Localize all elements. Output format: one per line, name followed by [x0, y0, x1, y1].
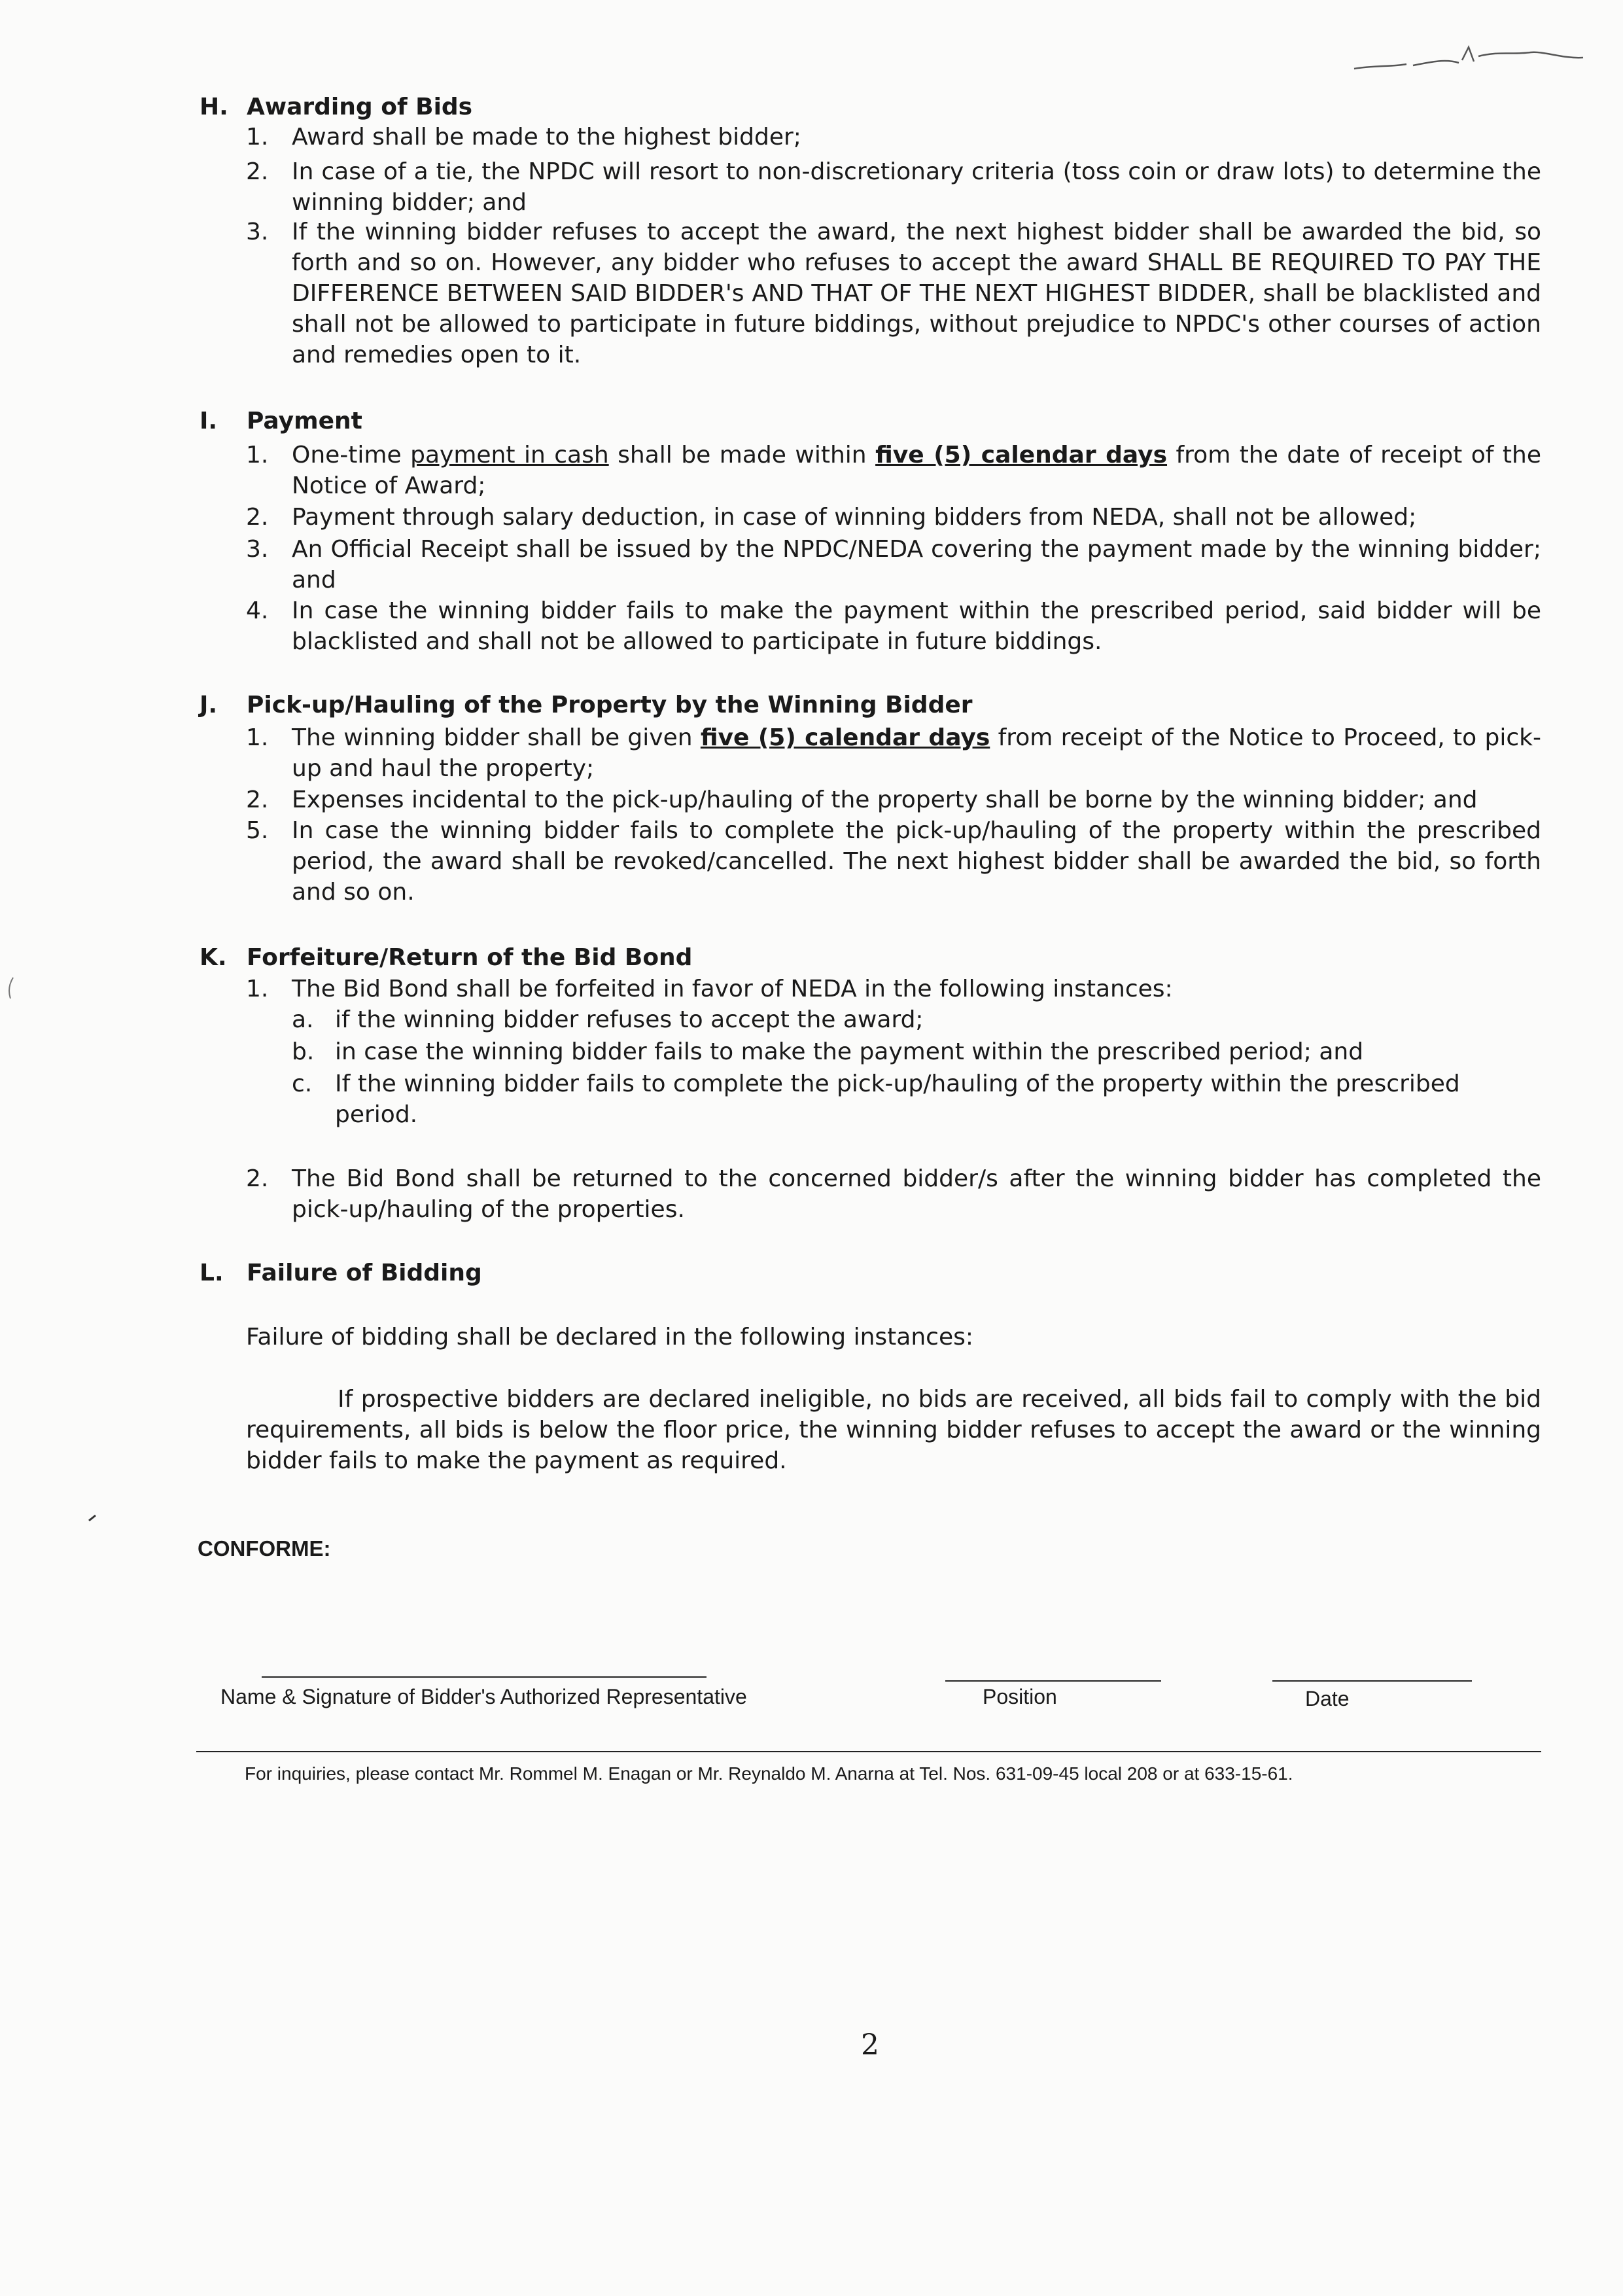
section-l-title: L. Failure of Bidding — [200, 1260, 482, 1286]
list-item: 1. The winning bidder shall be given five (5) calendar days from receipt of the Notice to Proceed, to pick-up and haul the property; — [246, 724, 1542, 782]
margin-tick-icon — [4, 975, 17, 1001]
list-item: 2. Expenses incidental to the pick-up/hauling of the property shall be borne by the winning bidder; and — [246, 786, 1478, 813]
page-number: 2 — [861, 2028, 879, 2062]
date-line — [1272, 1680, 1472, 1682]
list-item: 1. One-time payment in cash shall be made within five (5) calendar days from the date of receipt of the Notice of Award; — [246, 442, 1541, 499]
section-k-title: K. Forfeiture/Return of the Bid Bond — [200, 944, 693, 971]
position-line — [945, 1680, 1161, 1682]
failure-intro: Failure of bidding shall be declared in the following instances: — [246, 1324, 973, 1351]
list-item: 4. In case the winning bidder fails to make the payment within the prescribed period, said bidder will be blacklisted and shall not be allowed to participate in future biddings. — [246, 597, 1541, 655]
section-title-text: Awarding of Bids — [247, 94, 473, 120]
margin-mark-icon — [86, 1511, 99, 1525]
section-i-title: I. Payment — [200, 408, 362, 434]
section-letter: H. — [200, 94, 228, 120]
footer-rule — [196, 1751, 1541, 1752]
handwritten-initials-icon — [1348, 39, 1596, 85]
list-subitem: c. If the winning bidder fails to complete the pick-up/hauling of the property within the prescribed period. — [292, 1070, 1460, 1128]
list-item: 5. In case the winning bidder fails to complete the pick-up/hauling of the property within the prescribed period, the award shall be revoked/cancelled. The next highest bidder shall be awarded the bid, so forth and so on. — [246, 817, 1541, 906]
list-item: 2. The Bid Bond shall be returned to the concerned bidder/s after the winning bidder has completed the pick-up/hauling of the properties. — [246, 1165, 1541, 1223]
list-item: 1. Award shall be made to the highest bidder; — [246, 124, 801, 150]
signature-name-label: Name & Signature of Bidder's Authorized Representative — [220, 1685, 747, 1708]
section-h-title — [200, 93, 472, 122]
inquiries-note: For inquiries, please contact Mr. Rommel M. Enagan or Mr. Reynaldo M. Anarna at Tel. Nos. 631-09-45 local 208 or at 633-15-61. — [245, 1763, 1293, 1784]
list-subitem: a. if the winning bidder refuses to accept the award; — [292, 1006, 924, 1033]
list-item: 2. Payment through salary deduction, in case of winning bidders from NEDA, shall not be allowed; — [246, 504, 1417, 531]
conforme-label: CONFORME: — [198, 1536, 331, 1561]
signature-line — [262, 1676, 707, 1678]
list-subitem: b. in case the winning bidder fails to make the payment within the prescribed period; and — [292, 1038, 1364, 1065]
list-item: 3. An Official Receipt shall be issued by the NPDC/NEDA covering the payment made by the winning bidder; and — [246, 536, 1541, 593]
section-j-title: J. Pick-up/Hauling of the Property by the Winning Bidder — [200, 692, 973, 718]
list-item: 2. In case of a tie, the NPDC will resort to non-discretionary criteria (toss coin or draw lots) to determine the winning bidder; and — [246, 158, 1541, 216]
failure-body: If prospective bidders are declared ineligible, no bids are received, all bids fail to comply with the bid requirements, all bids is below the floor price, the winning bidder refuses to accept the award or the winning bidder fails to make the payment as required. — [246, 1386, 1541, 1474]
signature-position-label: Position — [983, 1685, 1057, 1708]
list-item: 3. If the winning bidder refuses to accept the award, the next highest bidder shall be awarded the bid, so forth and so on. However, any bidder who refuses to accept the award SHALL BE REQUIRED TO PAY THE DIFFERENCE BETWEEN SAID BIDDER's AND THAT OF THE NEXT HIGHEST BIDDER, shall be blacklisted and shall not be allowed to participate in future biddings, without prejudice to NPDC's other courses of action and remedies open to it. — [246, 219, 1541, 368]
signature-date-label: Date — [1305, 1687, 1350, 1710]
list-item: 1. The Bid Bond shall be forfeited in favor of NEDA in the following instances: — [246, 976, 1173, 1002]
